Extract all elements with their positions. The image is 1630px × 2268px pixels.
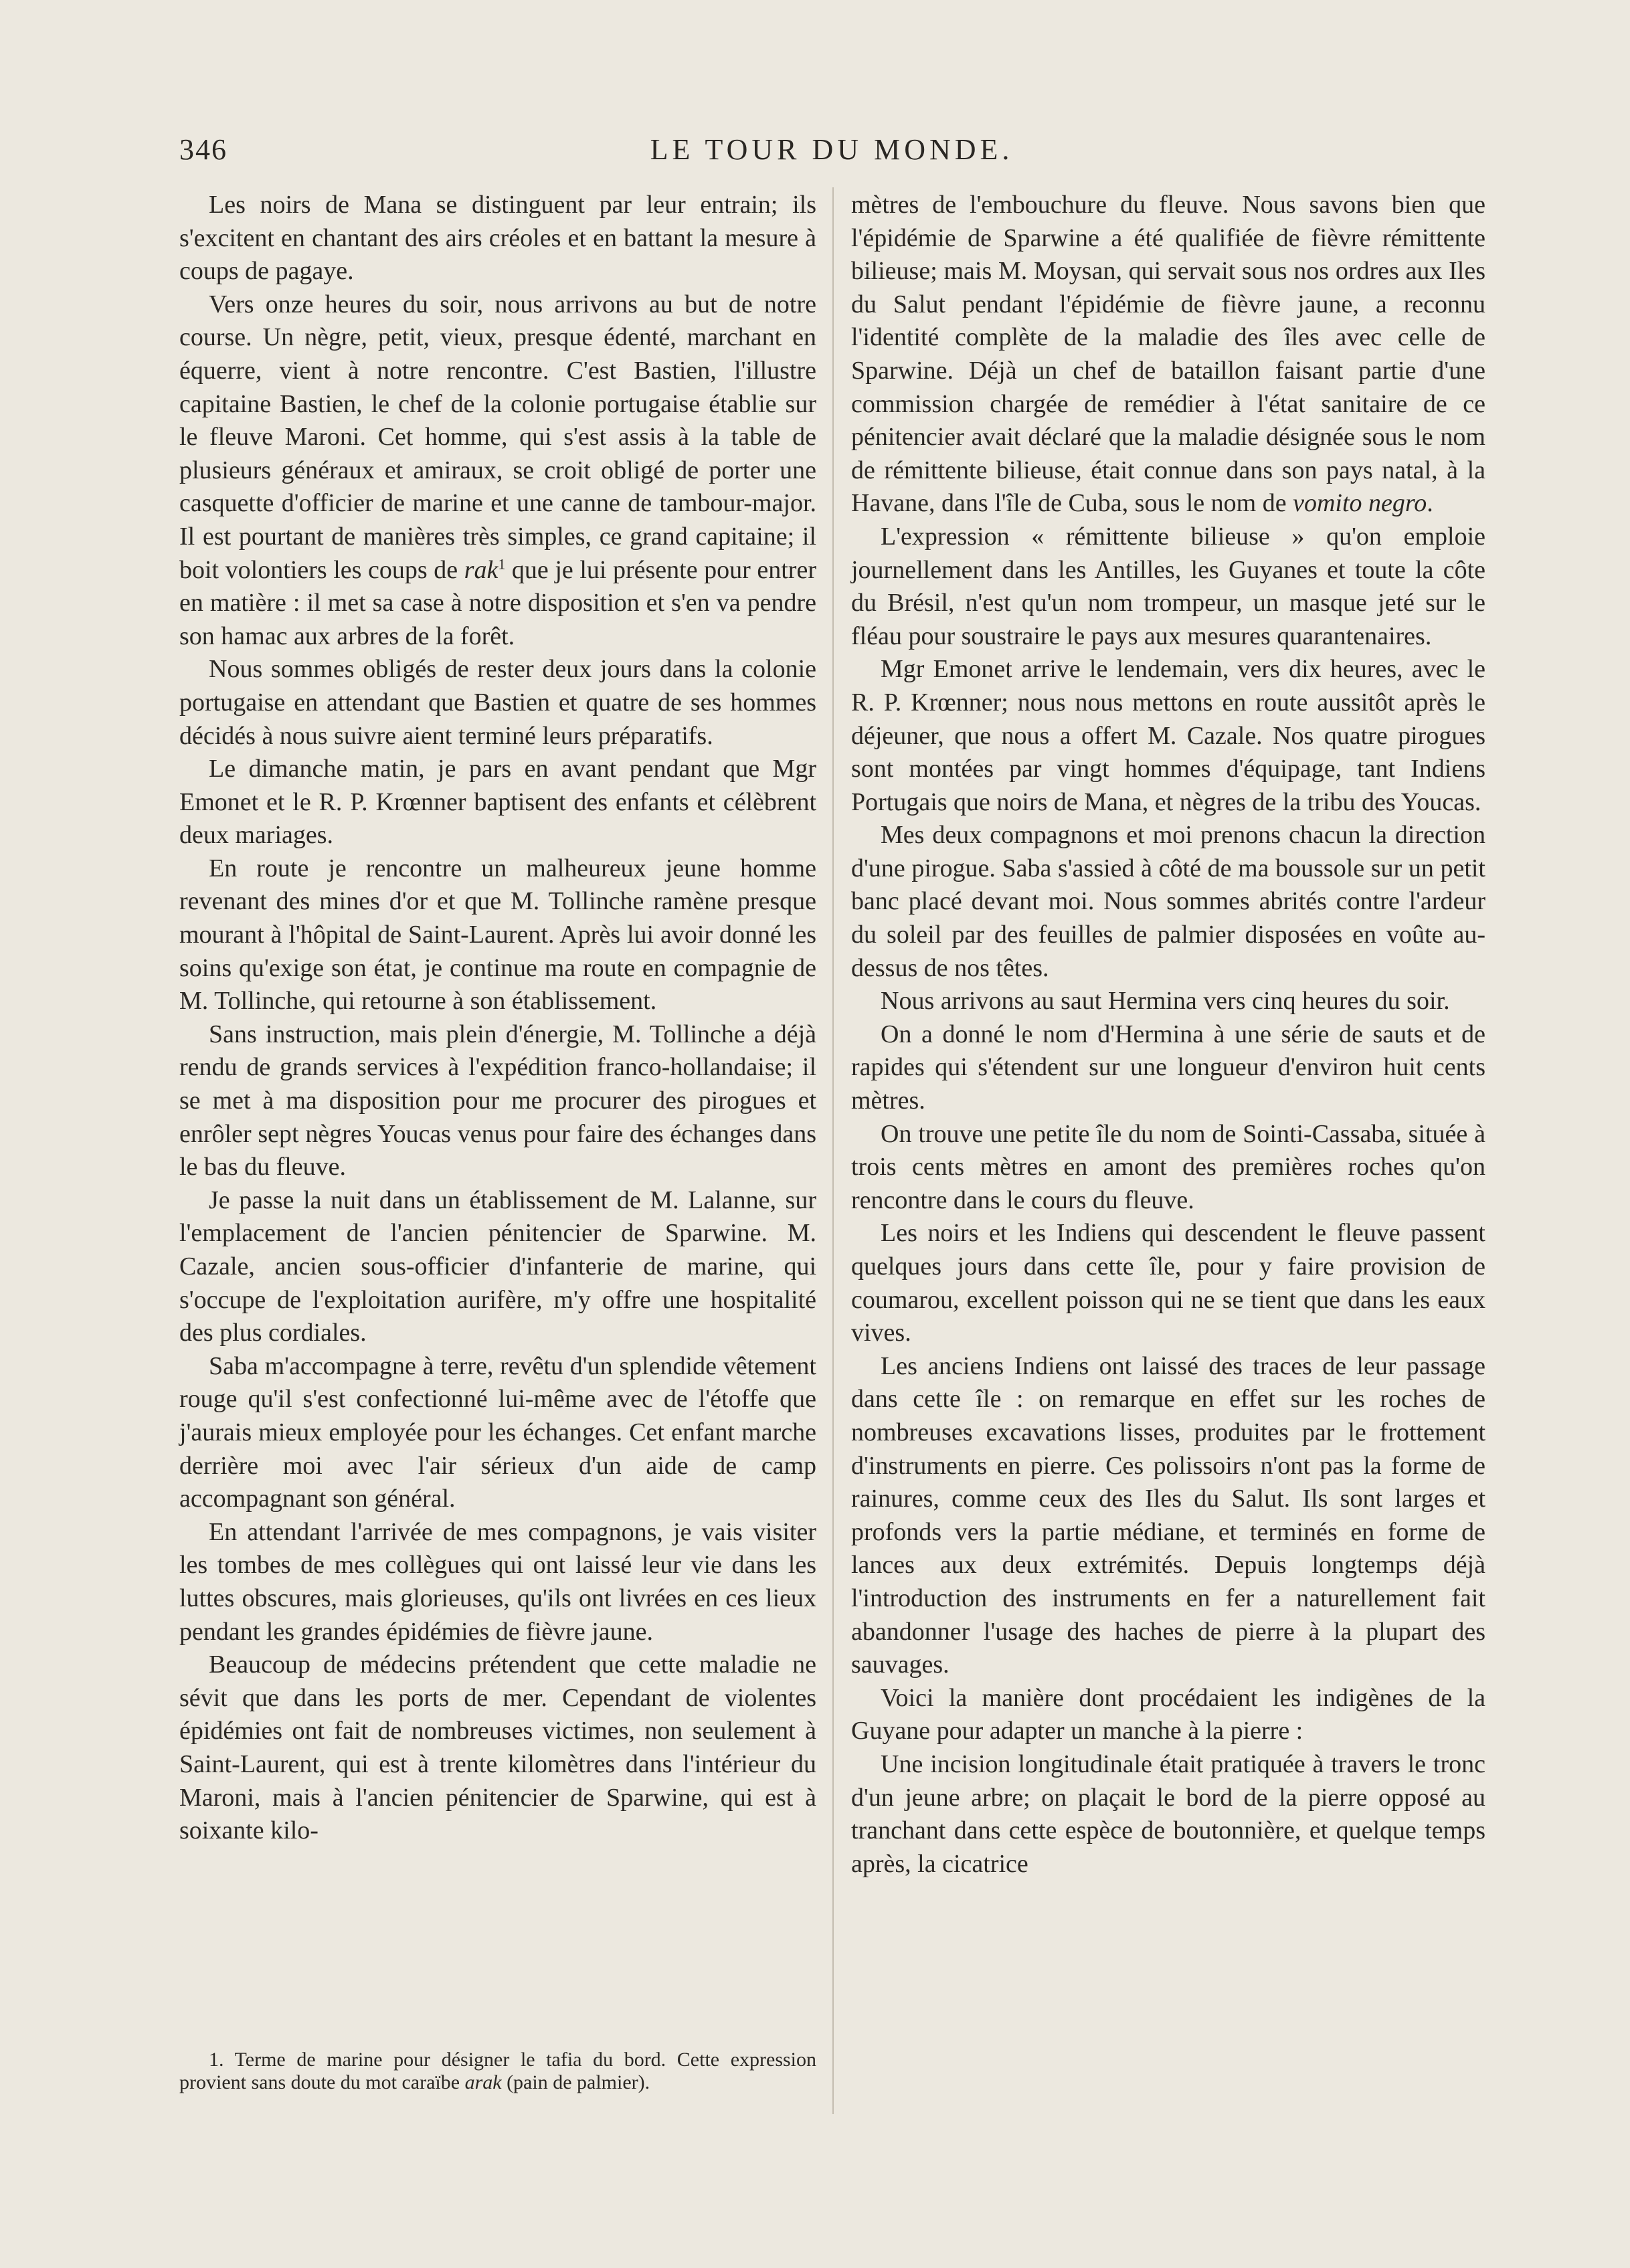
footnote-text-after: (pain de palmier).	[501, 2071, 650, 2093]
left-column-paragraph	[179, 753, 816, 852]
paragraph-text: On trouve une petite île du nom de Sointi-Cassaba, située à trois cents mètres en amont des premières roches qu'on rencontre dans le cours du fleuve.	[851, 1119, 1485, 1214]
right-column-paragraph	[851, 653, 1485, 819]
page-header	[179, 132, 1484, 173]
footnote-italic: arak	[464, 2071, 502, 2093]
left-column-paragraph	[179, 1018, 816, 1184]
paragraph-text: Le dimanche matin, je pars en avant pendant que Mgr Emonet et le R. P. Krœnner baptisent des enfants et célèbrent deux mariages.	[179, 755, 816, 850]
paragraph-text: En route je rencontre un malheureux jeune homme revenant des mines d'or et que M. Tollinche ramène presque mourant à l'hôpital de Saint-Laurent. Après lui avoir donné les soins qu'exige son état, je continue ma route en compagnie de M. Tollinche, qui retourne à son établissement.	[179, 854, 816, 1016]
right-column-paragraph	[851, 189, 1485, 521]
paragraph-text: Je passe la nuit dans un établissement de M. Lalanne, sur l'emplacement de l'ancien pénitencier de Sparwine. M. Cazale, ancien sous-officier d'infanterie de marine, qui s'occupe de l'exploitation aurifère, m'y offre une hospitalité des plus cordiales.	[179, 1186, 816, 1347]
footnote-reference: 1	[498, 555, 506, 572]
paragraph-text: On a donné le nom d'Hermina à une série de sauts et de rapides qui s'étendent sur une longueur d'environ huit cents mètres.	[851, 1020, 1485, 1115]
right-column-paragraph	[851, 1748, 1485, 1881]
left-column	[179, 189, 816, 1848]
right-column-paragraph	[851, 1118, 1485, 1218]
paragraph-text: Une incision longitudinale était pratiquée à travers le tronc d'un jeune arbre; on plaçait le bord de la pierre opposé au tranchant dans cette espèce de boutonnière, et quelque temps après, la cicatrice	[851, 1750, 1485, 1878]
paragraph-text: Nous arrivons au saut Hermina vers cinq heures du soir.	[881, 987, 1450, 1016]
column-divider	[832, 187, 834, 2114]
paragraph-text: L'expression « rémittente bilieuse » qu'on emploie journellement dans les Antilles, les Guyanes et toute la côte du Brésil, n'est qu'un nom trompeur, un masque jeté sur le fléau pour soustraire le pays aux mesures quarantenaires.	[851, 522, 1485, 650]
left-column-paragraph	[179, 1184, 816, 1350]
page-number: 346	[179, 133, 228, 166]
footnote-text: 1. Terme de marine pour désigner le tafia du bord. Cette expression provient sans doute du mot caraïbe	[179, 2049, 816, 2093]
left-column-paragraph	[179, 1350, 816, 1516]
right-column-paragraph	[851, 1018, 1485, 1118]
paragraph-text-after: que je lui présente pour entrer en matière : il met sa case à notre disposition et s'en va pendre son hamac aux arbres de la forêt.	[179, 555, 816, 650]
right-column-paragraph	[851, 985, 1485, 1018]
running-title: LE TOUR DU MONDE.	[650, 133, 1014, 166]
footnote	[179, 2049, 816, 2094]
italic-term: rak	[464, 555, 499, 584]
paragraph-text: Saba m'accompagne à terre, revêtu d'un splendide vêtement rouge qu'il s'est confectionné lui-même avec de l'étoffe que j'aurais mieux employée pour les échanges. Cet enfant marche derrière moi avec l'air sérieux d'un aide de camp accompagnant son général.	[179, 1351, 816, 1513]
italic-term: vomito negro	[1293, 489, 1427, 518]
right-column-paragraph	[851, 521, 1485, 653]
paragraph-text: Les anciens Indiens ont laissé des traces de leur passage dans cette île : on remarque en effet sur les roches de nombreuses excavations lisses, produites par le frottement d'instruments en pierre. Ces polissoirs n'ont pas la forme de rainures, comme ceux des Iles du Salut. Ils sont larges et profonds vers la partie médiane, et terminés en forme de lances aux deux extrémités. Depuis longtemps déjà l'introduction des instruments en fer a naturellement fait abandonner l'usage des haches de pierre à la plupart des sauvages.	[851, 1351, 1485, 1679]
paragraph-text: Mgr Emonet arrive le lendemain, vers dix heures, avec le R. P. Krœnner; nous nous mettons en route aussitôt après le déjeuner, que nous a offert M. Cazale. Nos quatre pirogues sont montées par vingt hommes d'équipage, tant Indiens Portugais que noirs de Mana, et nègres de la tribu des Youcas.	[851, 655, 1485, 816]
paragraph-text: mètres de l'embouchure du fleuve. Nous savons bien que l'épidémie de Sparwine a été qualifiée de fièvre rémittente bilieuse; mais M. Moysan, qui servait sous nos ordres aux Iles du Salut pendant l'épidémie de fièvre jaune, a reconnu l'identité complète de la maladie des îles avec celle de Sparwine. Déjà un chef de bataillon faisant partie d'une commission chargée de remédier à l'état sanitaire de ce pénitencier avait déclaré que la maladie désignée sous le nom de rémittente bilieuse, était connue dans son pays natal, à la Havane, dans l'île de Cuba, sous le nom de	[851, 191, 1485, 518]
left-column-paragraph	[179, 1648, 816, 1848]
paragraph-text: Vers onze heures du soir, nous arrivons au but de notre course. Un nègre, petit, vieux, presque édenté, marchant en équerre, vient à notre rencontre. C'est Bastien, l'illustre capitaine Bastien, le chef de la colonie portugaise établie sur le fleuve Maroni. Cet homme, qui s'est assis à la table de plusieurs généraux et amiraux, se croit obligé de porter une casquette d'officier de marine et une canne de tambour-major. Il est pourtant de manières très simples, ce grand capitaine; il boit volontiers les coups de	[179, 290, 816, 584]
paragraph-text: Beaucoup de médecins prétendent que cette maladie ne sévit que dans les ports de mer. Cependant de violentes épidémies ont fait de nombreuses victimes, non seulement à Saint-Laurent, qui est à trente kilomètres dans l'intérieur du Maroni, mais à l'ancien pénitencier de Sparwine, qui est à soixante kilo-	[179, 1650, 816, 1845]
paragraph-text: Voici la manière dont procédaient les indigènes de la Guyane pour adapter un manche à la pierre :	[851, 1683, 1485, 1745]
paragraph-text: Les noirs de Mana se distinguent par leur entrain; ils s'excitent en chantant des airs créoles et en battant la mesure à coups de pagaye.	[179, 191, 816, 286]
left-column-paragraph	[179, 852, 816, 1018]
right-column	[851, 189, 1485, 1881]
paragraph-text: Nous sommes obligés de rester deux jours dans la colonie portugaise en attendant que Bastien et quatre de ses hommes décidés à nous suivre aient terminé leurs préparatifs.	[179, 655, 816, 750]
left-column-paragraph	[179, 1516, 816, 1648]
paragraph-text: Mes deux compagnons et moi prenons chacun la direction d'une pirogue. Saba s'assied à côté de ma boussole sur un petit banc placé devant moi. Nous sommes abrités contre l'ardeur du soleil par des feuilles de palmier disposées en voûte au-dessus de nos têtes.	[851, 821, 1485, 982]
right-column-paragraph	[851, 1217, 1485, 1349]
paragraph-text: En attendant l'arrivée de mes compagnons, je vais visiter les tombes de mes collègues qui ont laissé leur vie dans les luttes obscures, mais glorieuses, qu'ils ont livrées en ces lieux pendant les grandes épidémies de fièvre jaune.	[179, 1517, 816, 1646]
left-column-paragraph	[179, 189, 816, 288]
left-column-paragraph	[179, 288, 816, 654]
paragraph-text-after: .	[1427, 489, 1433, 518]
left-column-paragraph	[179, 653, 816, 753]
paragraph-text: Les noirs et les Indiens qui descendent le fleuve passent quelques jours dans cette île, pour y faire provision de coumarou, excellent poisson qui ne se tient que dans les eaux vives.	[851, 1219, 1485, 1347]
right-column-paragraph	[851, 1350, 1485, 1682]
right-column-paragraph	[851, 1682, 1485, 1748]
right-column-paragraph	[851, 819, 1485, 985]
paragraph-text: Sans instruction, mais plein d'énergie, M. Tollinche a déjà rendu de grands services à l'expédition franco-hollandaise; il se met à ma disposition pour me procurer des pirogues et enrôler sept nègres Youcas venus pour faire des échanges dans le bas du fleuve.	[179, 1020, 816, 1182]
